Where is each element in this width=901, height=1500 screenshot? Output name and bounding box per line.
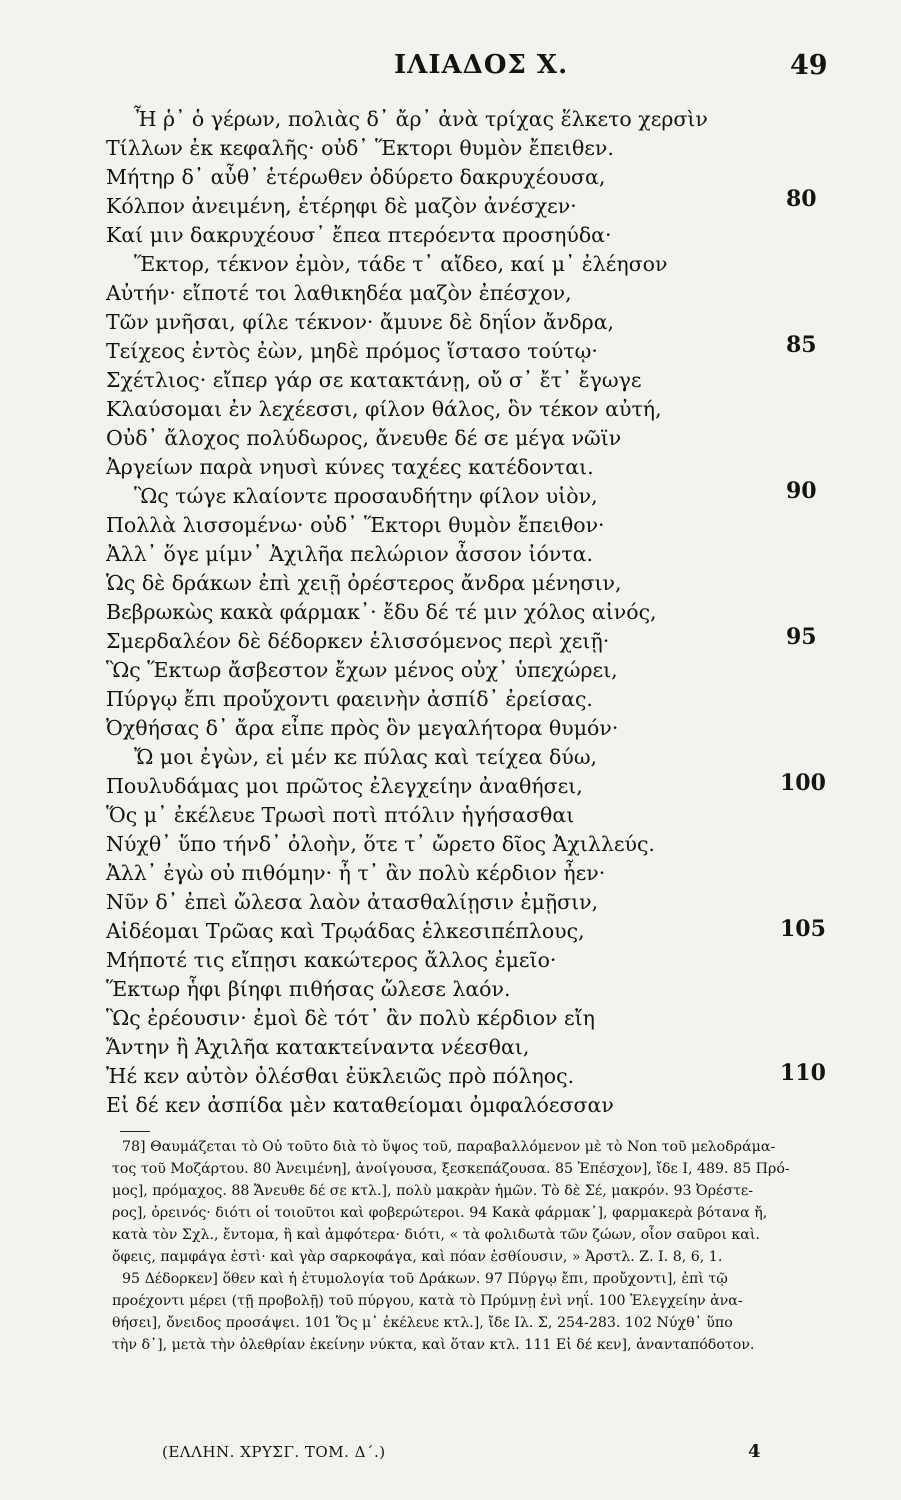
footnote-line: κατὰ τὸν Σχλ., ἔντομα, ἢ καὶ ἀμφότερα· διότι, « τὰ φολιδωτὰ τῶν ζώων, οἷον σαῦροι καὶ. <box>112 1227 760 1243</box>
footnote-line: μος], πρόμαχος. 88 Ἄνευθε δέ σε κτλ.], πολὺ μακρὰν ἡμῶν. Τὸ δὲ Σέ, μακρόν. 93 Ὀρέστε- <box>112 1183 754 1199</box>
running-title: ΙΛΙΑΔΟΣ Χ. <box>394 50 569 80</box>
verse-line: Τῶν μνῆσαι, φίλε τέκνον· ἄμυνε δὲ δηΐον ἄνδρα, <box>106 310 615 334</box>
verse-line: Τείχεος ἐντὸς ἐὼν, μηδὲ πρόμος ἵστασο τούτῳ· <box>106 339 598 363</box>
verse-line: Ἠέ κεν αὐτὸν ὀλέσθαι ἐϋκλειῶς πρὸ πόληος. <box>106 1064 575 1088</box>
footnote-rule <box>120 1131 150 1132</box>
signature-number: 4 <box>748 1441 761 1462</box>
verse-line: Τίλλων ἐκ κεφαλῆς· οὐδ᾽ Ἕκτορι θυμὸν ἔπειθεν. <box>106 136 614 160</box>
verse-line: Αἰδέομαι Τρῶας καὶ Τρῳάδας ἑλκεσιπέπλους, <box>106 919 585 943</box>
verse-line: Ὡς δὲ δράκων ἐπὶ χειῇ ὀρέστερος ἄνδρα μένησιν, <box>106 571 622 595</box>
printer-signature <box>0 1443 901 1473</box>
line-number-85: 85 <box>786 332 817 358</box>
verse-line: Κλαύσομαι ἐν λεχέεσσι, φίλον θάλος, ὃν τέκον αὐτή, <box>106 397 662 421</box>
verse-line: Πολλὰ λισσομένω· οὐδ᾽ Ἕκτορι θυμὸν ἔπειθον· <box>106 513 605 537</box>
verse-line: Μήποτέ τις εἴπῃσι κακώτερος ἄλλος ἐμεῖο· <box>106 948 557 972</box>
verse-line: Νῦν δ᾽ ἐπεὶ ὤλεσα λαὸν ἀτασθαλίῃσιν ἐμῇσιν, <box>106 890 599 914</box>
footnote-line: προέχοντι μέρει (τῇ προβολῇ) τοῦ πύργου, κατὰ τὸ Πρύμνῃ ἐνὶ νηΐ. 100 Ἐλεγχείην ἀνα- <box>112 1293 743 1309</box>
line-number-100: 100 <box>780 770 826 796</box>
verse-line: Βεβρωκὼς κακὰ φάρμακ᾽· ἔδυ δέ τέ μιν χόλος αἰνός, <box>106 600 657 624</box>
verse-line: Ἀλλ᾽ ὅγε μίμν᾽ Ἀχιλῆα πελώριον ἆσσον ἰόντα. <box>106 542 594 566</box>
line-number-80: 80 <box>786 186 817 212</box>
verse-line: Ὀχθήσας δ᾽ ἄρα εἶπε πρὸς ὃν μεγαλήτορα θυμόν· <box>106 716 619 740</box>
footnote-line: ὄφεις, παμφάγα ἐστὶ· καὶ γὰρ σαρκοφάγα, καὶ πόαν ἐσθίουσιν, » Ἀρστλ. Ζ. Ι. 8, 6, 1. <box>112 1249 723 1265</box>
verse-line: Ἕκτωρ ἧφι βίηφι πιθήσας ὤλεσε λαόν. <box>106 977 511 1001</box>
line-number-105: 105 <box>780 916 826 942</box>
page-number: 49 <box>790 50 828 81</box>
verse-line: Ἀλλ᾽ ἐγὼ οὐ πιθόμην· ἦ τ᾽ ἂν πολὺ κέρδιον ἦεν· <box>106 861 606 885</box>
verse-line: Ἦ ῥ᾽ ὁ γέρων, πολιὰς δ᾽ ἄρ᾽ ἀνὰ τρίχας ἕλκετο χερσὶν <box>134 107 708 131</box>
verse-line: Οὐδ᾽ ἄλοχος πολύδωρος, ἄνευθε δέ σε μέγα νῶϊν <box>106 426 622 450</box>
verse-line: Αὐτήν· εἴποτέ τοι λαθικηδέα μαζὸν ἐπέσχον, <box>106 281 572 305</box>
footnote-line: τος τοῦ Μοζάρτου. 80 Ἀνειμένη], ἀνοίγουσα, ξεσκεπάζουσα. 85 Ἐπέσχον], ἴδε Ι, 489. 85 Πρό- <box>112 1161 790 1177</box>
verse-line: Ἕκτορ, τέκνον ἐμὸν, τάδε τ᾽ αἴδεο, καί μ᾽ ἐλέησον <box>134 252 668 276</box>
signature-text: (ΕΛΛΗΝ. ΧΡΥΣΓ. ΤΟΜ. Δ΄.) <box>162 1443 386 1461</box>
line-number-90: 90 <box>786 478 817 504</box>
verse-line: Σχέτλιος· εἴπερ γάρ σε κατακτάνῃ, οὔ σ᾽ ἔτ᾽ ἔγωγε <box>106 368 642 392</box>
footnote-line: θήσει], ὄνειδος προσάψει. 101 Ὅς μ᾽ ἐκέλευε κτλ.], ἴδε Ιλ. Σ, 254-283. 102 Νύχθ᾽ ὕπο <box>112 1315 733 1331</box>
line-number-110: 110 <box>780 1060 826 1086</box>
line-number-95: 95 <box>786 624 817 650</box>
verse-line: Ἀργείων παρὰ νηυσὶ κύνες ταχέες κατέδονται. <box>106 455 594 479</box>
verse-line: Μήτηρ δ᾽ αὖθ᾽ ἑτέρωθεν ὀδύρετο δακρυχέουσα, <box>106 165 606 189</box>
verse-line: Καί μιν δακρυχέουσ᾽ ἔπεα πτερόεντα προσηύδα· <box>106 223 612 247</box>
verse-line: Ὣς ἐρέουσιν· ἐμοὶ δὲ τότ᾽ ἂν πολὺ κέρδιον εἴη <box>106 1006 595 1030</box>
verse-line: Σμερδαλέον δὲ δέδορκεν ἑλισσόμενος περὶ χειῇ· <box>106 629 610 653</box>
verse-line: Νύχθ᾽ ὕπο τήνδ᾽ ὀλοὴν, ὅτε τ᾽ ὤρετο δῖος Ἀχιλλεύς. <box>106 832 655 856</box>
verse-line: Κόλπον ἀνειμένη, ἑτέρηφι δὲ μαζὸν ἀνέσχεν· <box>106 194 577 218</box>
verse-line: Πουλυδάμας μοι πρῶτος ἐλεγχείην ἀναθήσει, <box>106 774 583 798</box>
verse-line: Πύργῳ ἔπι προὔχοντι φαεινὴν ἀσπίδ᾽ ἐρείσας. <box>106 687 593 711</box>
footnote-line: 95 Δέδορκεν] ὅθεν καὶ ἡ ἐτυμολογία τοῦ Δράκων. 97 Πύργῳ ἔπι, προὔχοντι], ἐπὶ τῷ <box>122 1271 728 1287</box>
verse-line: Ὣς Ἕκτωρ ἄσβεστον ἔχων μένος οὐχ᾽ ὑπεχώρει, <box>106 658 618 682</box>
verse-line: Ὣς τώγε κλαίοντε προσαυδήτην φίλον υἱὸν, <box>134 484 598 508</box>
verse-line: Εἰ δέ κεν ἀσπίδα μὲν καταθείομαι ὀμφαλόεσσαν <box>106 1093 614 1117</box>
footnote-line: τὴν δ᾽], μετὰ τὴν ὀλεθρίαν ἐκείνην νύκτα, καὶ ὅταν κτλ. 111 Εἰ δέ κεν], ἀνανταπόδοτον. <box>112 1337 755 1353</box>
footnote-line: 78] Θαυμάζεται τὸ Οὐ τοῦτο διὰ τὸ ὕψος τοῦ, παραβαλλόμενον μὲ τὸ Non τοῦ μελοδράμα- <box>122 1139 776 1155</box>
running-head <box>0 50 901 90</box>
verse-line: Ἄντην ἢ Ἀχιλῆα κατακτείναντα νέεσθαι, <box>106 1035 530 1059</box>
verse-line: Ὤ μοι ἐγὼν, εἰ μέν κε πύλας καὶ τείχεα δύω, <box>134 745 598 769</box>
footnote-line: ρος], ὀρεινός· διότι οἱ τοιοῦτοι καὶ φοβερώτεροι. 94 Κακὰ φάρμακ᾽], φαρμακερὰ βότανα ἤ, <box>112 1205 768 1221</box>
verse-line: Ὅς μ᾽ ἐκέλευε Τρωσὶ ποτὶ πτόλιν ἡγήσασθαι <box>106 803 575 827</box>
